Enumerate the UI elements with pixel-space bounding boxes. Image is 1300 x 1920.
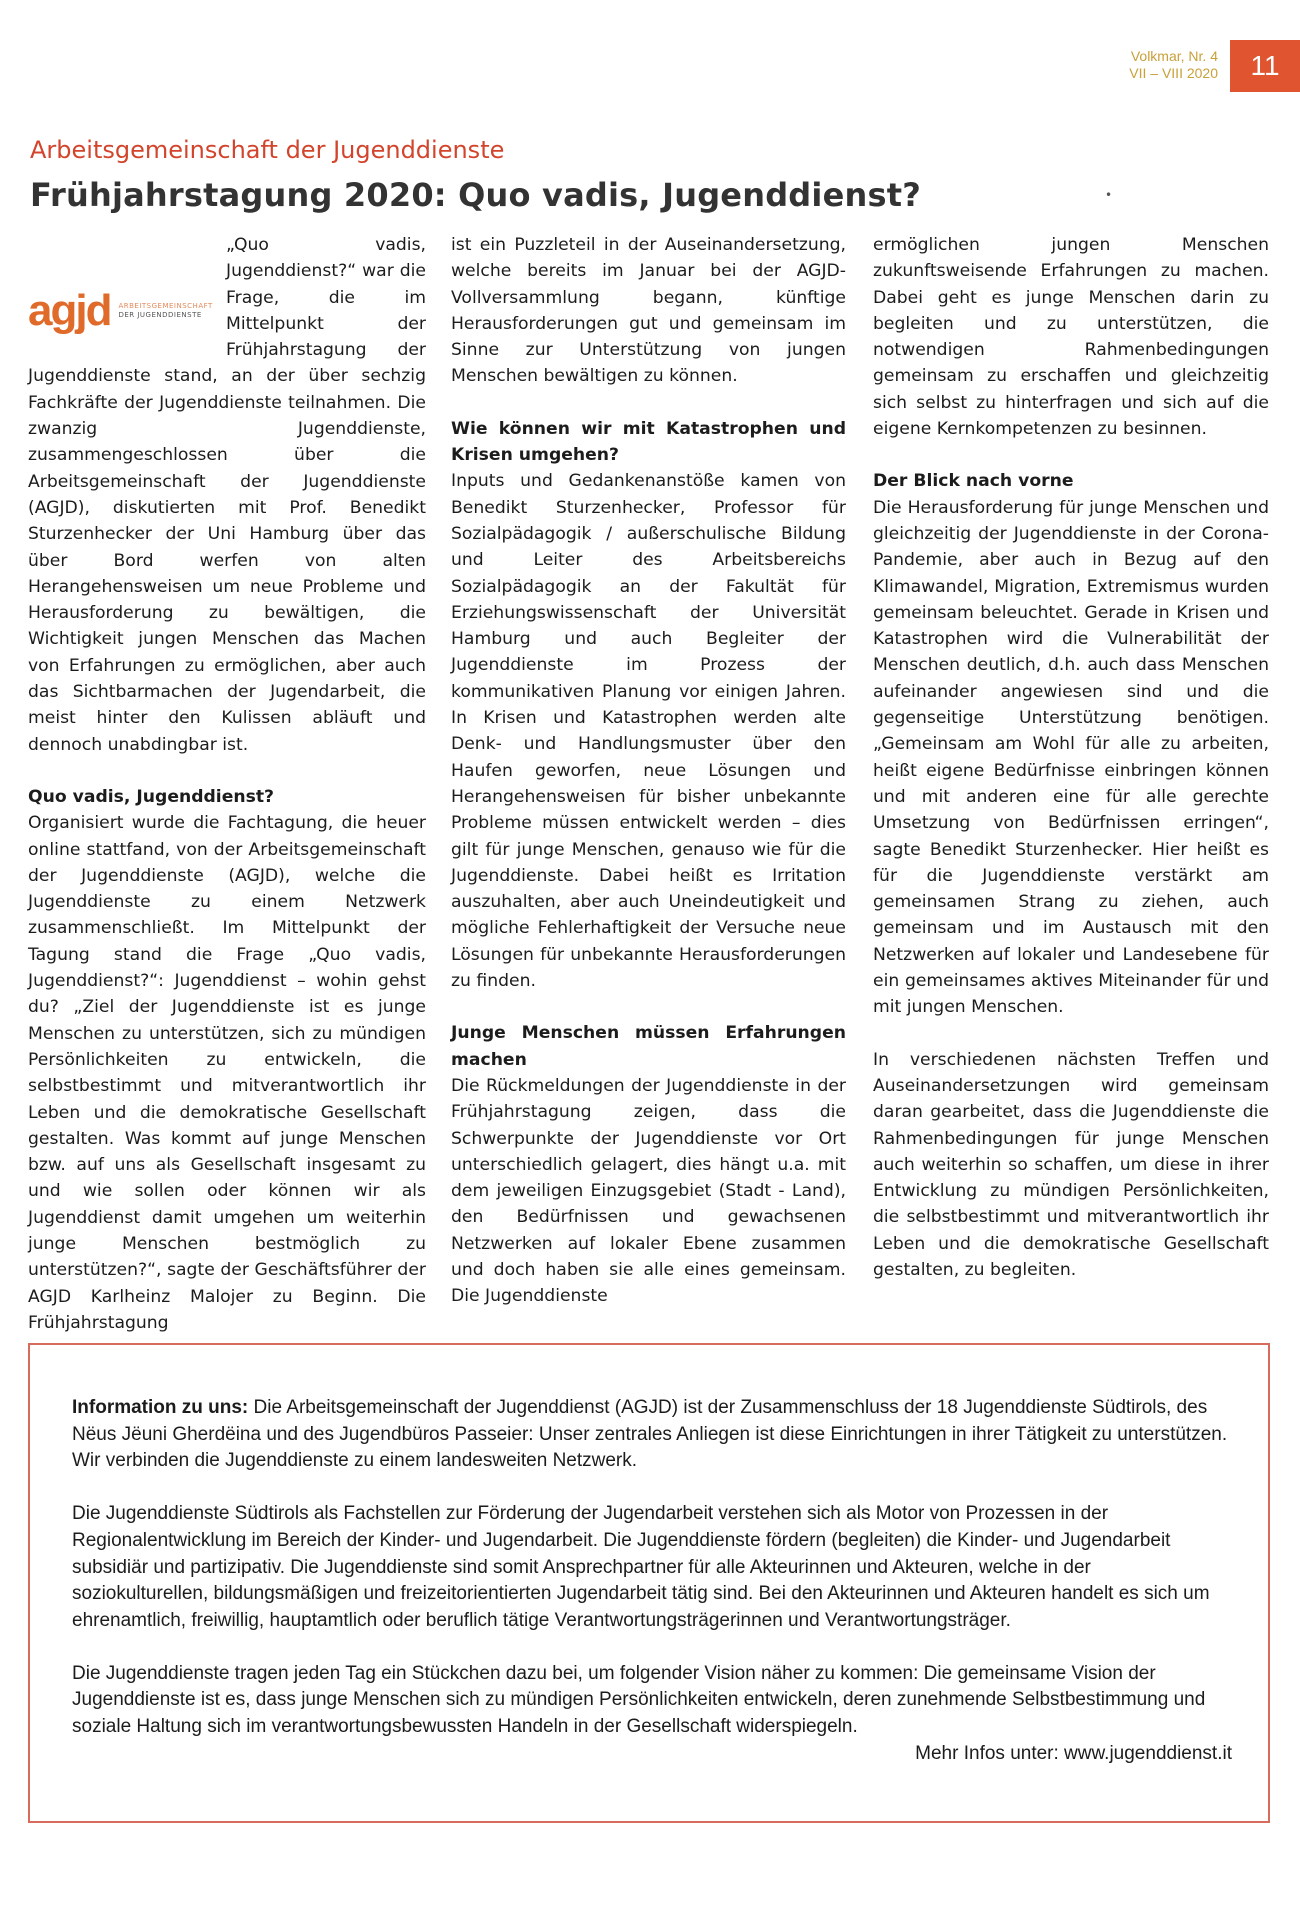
info-box xyxy=(28,1343,1270,1823)
article-title: Frühjahrstagung 2020: Quo vadis, Jugenddienst? xyxy=(30,176,921,214)
section-heading: Wie können wir mit Katastrophen und Krisen umgehen? xyxy=(451,418,846,466)
info-text: Die Arbeitsgemeinschaft der Jugenddienst (AGJD) ist der Zusammenschluss der 18 Jugenddienste Südtirols, des Nëus Jëuni Gherdëina und des Jugendbüros Passeier: Unser zentrales Anliegen ist diese Einrichtungen in ihrer Tätigkeit zu unterstützen. Wir verbinden die Jugenddienste zu einem landesweiten Netzwerk. xyxy=(72,1397,1228,1472)
paragraph: Die Rückmeldungen der Jugenddienste in der Frühjahrstagung zeigen, dass die Schwerpunkte der Jugenddienste vor Ort unterschiedlich gelagert, dies hängt u.a. mit dem jeweiligen Einzugsgebiet (Stadt - Land), den Bedürfnissen und gewachsenen Netzwerken auf lokaler Ebene zusammen und doch haben sie alle eines gemeinsam. Die Jugenddienste xyxy=(451,1075,846,1307)
agjd-logo xyxy=(28,258,218,363)
decor-dot: • xyxy=(1105,188,1113,202)
section-heading: Junge Menschen müssen Erfahrungen machen xyxy=(451,1023,846,1070)
article-column-2 xyxy=(451,232,846,1336)
section-heading: Quo vadis, Jugenddienst? xyxy=(28,786,275,807)
paragraph: Organisiert wurde die Fachtagung, die heuer online stattfand, von der Arbeitsgemeinschaft der Jugenddienste (AGJD), welche die Jugenddienste zu einem Netzwerk zusammenschließt. Im Mittelpunkt der Tagung stand die Frage „Quo vadis, Jugenddienst?“: Jugenddienst – wohin gehst du? „Ziel der Jugenddienste ist es junge Menschen zu unterstützen, sich zu mündigen Persönlichkeiten zu entwickeln, die selbstbestimmt und mitverantwortlich ihr Leben und die demokratische Gesellschaft gestalten. Was kommt auf junge Menschen bzw. auf uns als Gesellschaft insgesamt zu und wie sollen oder können wir als Jugenddienst damit umgehen um weiterhin junge Menschen bestmöglich zu unterstützen?“, sagte der Geschäftsführer der AGJD Karlheinz Malojer zu Beginn. Die Frühjahrstagung xyxy=(28,813,426,1333)
logo-mark: agjd xyxy=(28,285,111,335)
paragraph: Inputs und Gedankenanstöße kamen von Benedikt Sturzenhecker, Professor für Sozialpädagogik / außerschulische Bildung und Leiter des Arbeitsbereichs Sozialpädagogik an der Fakultät für Erziehungswissenschaft der Universität Hamburg und auch Begleiter der Jugenddienste im Prozess der kommunikativen Planung vor einigen Jahren. In Krisen und Katastrophen werden alte Denk- und Handlungsmuster über den Haufen geworfen, neue Lösungen und Herangehensweisen für bisher unbekannte Probleme müssen entwickelt werden – dies gilt für junge Menschen, genauso wie für die Jugenddienste. Dabei heißt es Irritation auszuhalten, aber auch Uneindeutigkeit und mögliche Fehlerhaftigkeit der Versuche neue Lösungen für unbekannte Herausforderungen zu finden. xyxy=(451,471,846,992)
logo-text-line-2: DER JUGENDDIENSTE xyxy=(118,310,202,319)
info-paragraph xyxy=(72,1395,1232,1475)
issue-line-1: Volkmar, Nr. 4 xyxy=(1130,48,1218,64)
paragraph: Die Herausforderung für junge Menschen und gleichzeitig der Jugenddienste in der Corona-Pandemie, aber auch in Bezug auf den Klimawandel, Migration, Extremismus wurden gemeinsam beleuchtet. Gerade in Krisen und Katastrophen wird die Vulnerabilität der Menschen deutlich, d.h. auch dass Menschen aufeinander angewiesen sind und die gegenseitige Unterstützung benötigen. „Gemeinsam am Wohl für alle zu arbeiten, heißt eigene Bedürfnisse einbringen können und mit anderen eine für alle gerechte Umsetzung von Bedürfnissen erringen“, sagte Benedikt Sturzenhecker. Hier heißt es für die Jugenddienste verstärkt am gemeinsamen Strang zu ziehen, auch gemeinsam und im Austausch mit den Netzwerken auf lokaler und Landesebene für ein gemeinsames aktives Miteinander für und mit jungen Menschen. xyxy=(873,497,1269,1018)
masthead xyxy=(1129,40,1300,92)
info-lead: Information zu uns: xyxy=(72,1397,249,1418)
issue-info xyxy=(1129,40,1230,92)
issue-line-2: VII – VIII 2020 xyxy=(1129,65,1218,81)
paragraph: In verschiedenen nächsten Treffen und Auseinandersetzungen wird gemeinsam daran gearbeitet, dass die Jugenddienste die Rahmenbedingungen für junge Menschen auch weiterhin so schaffen, um diese in ihrer Entwicklung zu mündigen Persönlichkeiten, die selbstbestimmt und mitverantwortlich ihr Leben und die demokratische Gesellschaft gestalten, zu begleiten. xyxy=(873,1049,1269,1280)
logo-text-line-1: ARBEITSGEMEINSCHAFT xyxy=(118,301,213,310)
article-column-3 xyxy=(873,232,1269,1309)
logo-text xyxy=(118,302,212,320)
page-number: 11 xyxy=(1230,40,1300,92)
paragraph: ist ein Puzzleteil in der Auseinandersetzung, welche bereits im Januar bei der AGJD-Vollversammlung begann, künftige Herausforderungen gut und gemeinsam im Sinne zur Unterstützung von jungen Menschen bewältigen zu können. xyxy=(451,235,846,387)
info-paragraph: Die Jugenddienste Südtirols als Fachstellen zur Förderung der Jugendarbeit verstehen sich als Motor von Prozessen in der Regionalentwicklung im Bereich der Kinder- und Jugendarbeit. Die Jugenddienste fördern (begleiten) die Kinder- und Jugendarbeit subsidiär und partizipativ. Die Jugenddienste sind somit Ansprechpartner für alle Akteurinnen und Akteuren, welche in der soziokulturellen, bildungsmäßigen und freizeitorientierten Jugendarbeit tätig sind. Bei den Akteurinnen und Akteuren handelt es sich um ehrenamtlich, freiwillig, hauptamtlich oder beruflich tätige Verantwortungsträgerinnen und Verantwortungsträger. xyxy=(72,1503,1210,1631)
paragraph: ermöglichen jungen Menschen zukunftsweisende Erfahrungen zu machen. Dabei geht es junge Menschen darin zu begleiten und zu unterstützen, die notwendigen Rahmenbedingungen gemeinsam zu erschaffen und gleichzeitig sich selbst zu hinterfragen und sich auf die eigene Kernkompetenzen zu besinnen. xyxy=(873,235,1269,440)
section-heading: Der Blick nach vorne xyxy=(873,471,1074,492)
article-column-1 xyxy=(28,232,426,1362)
info-paragraph: Die Jugenddienste tragen jeden Tag ein Stückchen dazu bei, um folgender Vision näher zu kommen: Die gemeinsame Vision der Jugenddienste ist es, dass junge Menschen sich zu mündigen Persönlichkeiten entwickeln, deren zunehmende Selbstbestimmung und soziale Haltung sich im verantwortungsbewussten Handeln in der Gesellschaft widerspiegeln. xyxy=(72,1662,1206,1738)
paragraph: „Quo vadis, Jugenddienst?“ war die Frage, die im Mittelpunkt der Frühjahrstagung der Jugenddienste stand, an der über sechzig Fachkräfte der Jugenddienste teilnahmen. Die zwanzig Jugenddienste, zusammengeschlossen über die Arbeitsgemeinschaft der Jugenddienste (AGJD), diskutierten mit Prof. Benedikt Sturzenhecker der Uni Hamburg über das über Bord werfen von alten Herangehensweisen um neue Probleme und Herausforderung zu bewältigen, die Wichtigkeit jungen Menschen das Machen von Erfahrungen zu ermöglichen, aber auch das Sichtbarmachen der Jugendarbeit, die meist hinter den Kulissen abläuft und dennoch unabdingbar ist. xyxy=(28,235,426,755)
article-kicker: Arbeitsgemeinschaft der Jugenddienste xyxy=(30,136,505,164)
more-info-link[interactable]: Mehr Infos unter: www.jugenddienst.it xyxy=(915,1742,1232,1764)
